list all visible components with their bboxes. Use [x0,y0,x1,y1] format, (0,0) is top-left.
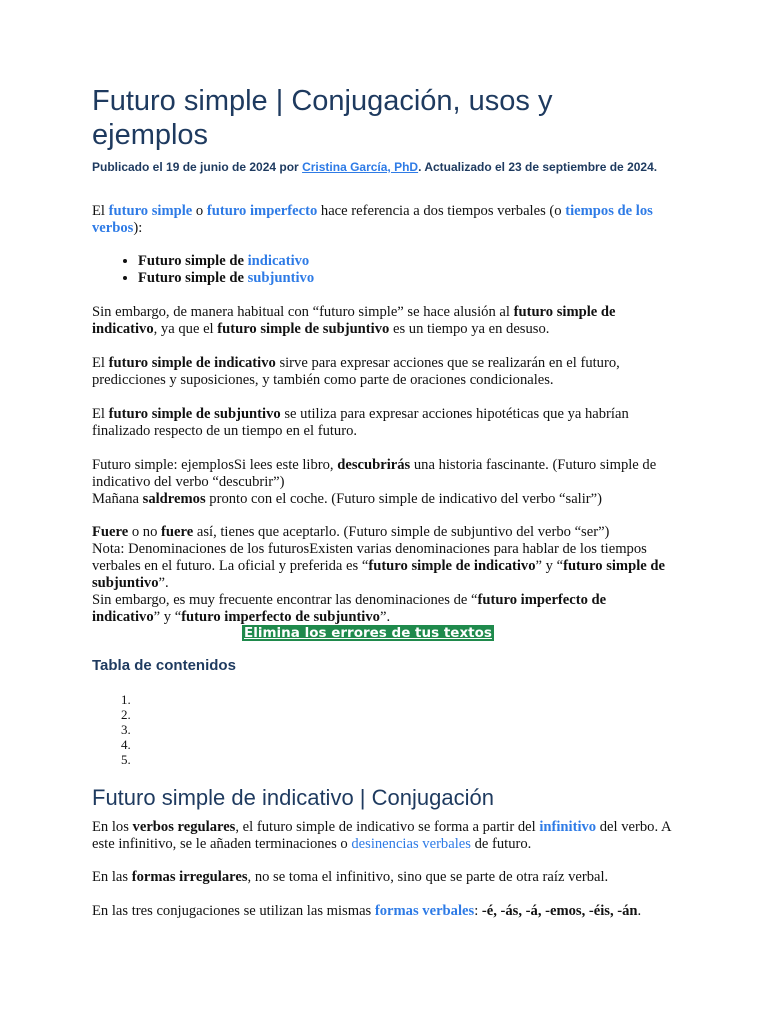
text: ”. [158,575,169,591]
list-item [138,253,314,270]
futuro-imperfecto-link[interactable]: futuro imperfecto [206,203,318,219]
subjuntivo-link[interactable]: subjuntivo [247,270,315,286]
bold-text: saldremos [142,491,206,507]
text: hace referencia a dos tiempos verbales (o [317,203,566,219]
list-item-text: Futuro simple de [138,270,248,286]
bold-text: -é, -ás, -á, -emos, -éis, -án [481,903,638,919]
text: así, tienes que aceptarlo. (Futuro simple de subjuntivo del verbo “ser”) [193,524,610,540]
text: : [474,903,482,919]
text: Sin embargo, es muy frecuente encontrar las denominaciones de “ [92,592,478,608]
text: pronto con el coche. (Futuro simple de indicativo del verbo “salir”) [205,491,602,507]
text: En los [92,819,133,835]
formas-verbales-link[interactable]: formas verbales [374,903,475,919]
examples-paragraph [92,457,676,508]
text: , ya que el [153,321,218,337]
text: El [92,406,109,422]
indicativo-link[interactable]: indicativo [247,253,310,269]
text: Futuro simple: ejemplosSi lees este libro, [92,457,338,473]
bold-text: futuro simple de indicativo [92,304,616,337]
tiempos-verbos-link[interactable]: tiempos de los verbos [92,203,653,236]
text: Mañana [92,491,143,507]
text: o [192,203,207,219]
text: se utiliza para expresar acciones hipotéticas que ya habrían finalizado respecto de un tiempo en el futuro. [92,406,629,439]
paragraph [92,819,676,853]
bold-text: futuro simple de indicativo [108,355,276,371]
text: Nota: Denominaciones de los futurosExisten varias denominaciones para hablar de los tiempos verbales en el futuro. La oficial y preferida es “ [92,541,647,574]
text: , no se toma el infinitivo, sino que se parte de otra raíz verbal. [247,869,609,885]
updated-date: . Actualizado el 23 de septiembre de 2024. [418,160,658,174]
bold-text: fuere [161,524,194,540]
text: , el futuro simple de indicativo se forma a partir del [235,819,540,835]
text: o no [128,524,162,540]
text: ): [133,220,143,236]
toc-title: Tabla de contenidos [92,657,236,674]
text: ”. [379,609,391,625]
note-paragraph [92,524,676,626]
bold-text: futuro simple de subjuntivo [92,558,665,591]
text: El [92,355,109,371]
text: En las tres conjugaciones se utilizan las mismas [92,903,375,919]
bold-text: futuro imperfecto de subjuntivo [181,609,380,625]
paragraph [92,869,676,886]
text: En las [92,869,132,885]
bold-text: futuro simple de indicativo [368,558,536,574]
bold-text: descubrirás [337,457,411,473]
bold-text: verbos regulares [132,819,236,835]
bold-text: futuro simple de subjuntivo [217,321,390,337]
author-link[interactable]: Cristina García, PhD [302,160,419,174]
text: . [637,903,642,919]
published-date: Publicado el 19 de junio de 2024 por [92,160,303,174]
page-title: Futuro simple | Conjugación, usos y ejemplos [92,85,553,151]
text: ” y “ [153,609,182,625]
paragraph [92,903,676,920]
desinencias-verbales-link[interactable]: desinencias verbales [351,836,471,852]
paragraph [92,406,676,440]
intro-paragraph [92,203,676,237]
bold-text: Fuere [92,524,129,540]
toc-list [92,692,134,767]
text: El [92,203,109,219]
text: Sin embargo, de manera habitual con “futuro simple” se hace alusión al [92,304,514,320]
text: sirve para expresar acciones que se realizarán en el futuro, predicciones y suposiciones, y también como parte de oraciones condicionales. [92,355,620,388]
promo-banner [242,624,494,642]
paragraph [92,304,676,338]
bold-text: futuro simple de subjuntivo [108,406,281,422]
text: una historia fascinante. (Futuro simple de indicativo del verbo “descubrir”) [92,457,657,490]
bold-text: futuro imperfecto de indicativo [92,592,607,625]
promo-banner-link[interactable]: Elimina los errores de tus textos [244,625,492,641]
infinitivo-link[interactable]: infinitivo [539,819,597,835]
list-item [138,270,314,287]
section-heading: Futuro simple de indicativo | Conjugación [92,785,494,810]
text: es un tiempo ya en desuso. [389,321,550,337]
paragraph [92,355,676,389]
article-meta [92,159,692,175]
bold-text: formas irregulares [131,869,248,885]
text: del verbo. A este infinitivo, se le añaden terminaciones o [92,819,671,852]
futuro-simple-link[interactable]: futuro simple [108,203,193,219]
text: de futuro. [470,836,532,852]
text: ” y “ [535,558,564,574]
verb-tense-list [92,253,314,287]
list-item-text: Futuro simple de [138,253,248,269]
